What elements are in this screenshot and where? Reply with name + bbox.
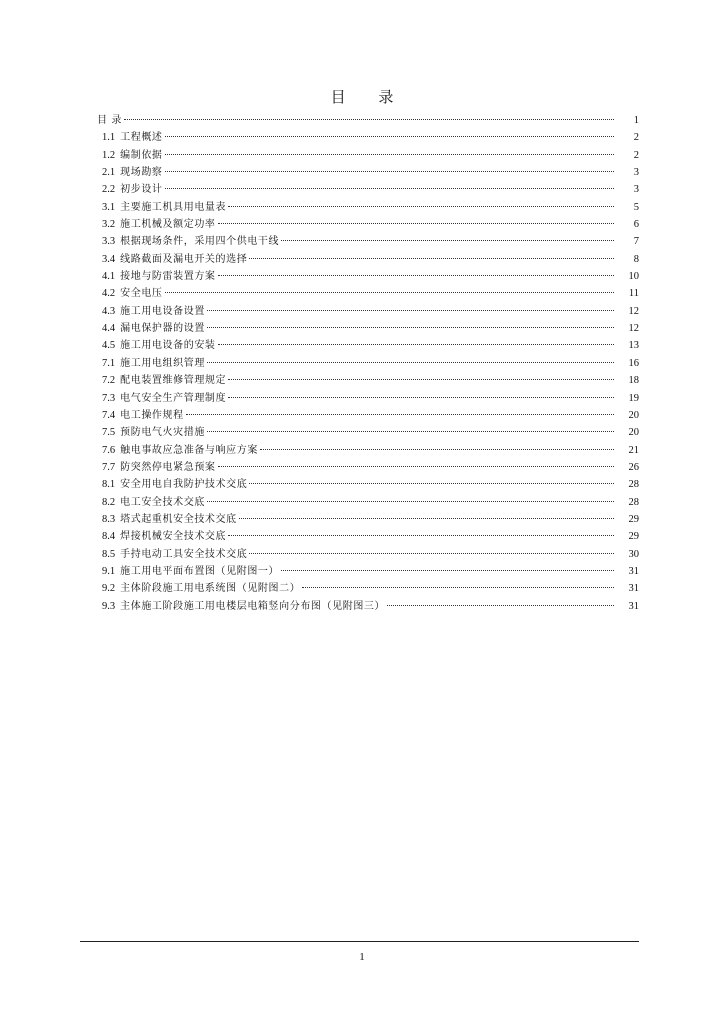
- toc-entry-page: 2: [633, 132, 639, 144]
- toc-entry[interactable]: [97, 528, 639, 545]
- toc-dot-leader: [249, 483, 614, 484]
- toc-entry[interactable]: [97, 355, 639, 372]
- toc-entry-page: 28: [628, 496, 639, 508]
- toc-dot-leader: [218, 466, 614, 467]
- toc-entry[interactable]: [97, 546, 639, 563]
- toc-entry-number: 4.5: [102, 340, 116, 352]
- toc-entry-title: 施工用电平面布置图（见附图一）: [120, 565, 280, 577]
- toc-entry-number: 3.3: [102, 236, 116, 248]
- toc-entry[interactable]: [97, 147, 639, 164]
- toc-entry-number: 3.1: [102, 201, 116, 213]
- toc-entry-number: 4.3: [102, 305, 116, 317]
- toc-entry-title: 编制依据: [120, 149, 163, 161]
- toc-entry-number: 4.1: [102, 271, 116, 283]
- toc-entry-page: 18: [628, 375, 639, 387]
- toc-entry-title: 电气安全生产管理制度: [120, 392, 227, 404]
- toc-entry-title: 线路截面及漏电开关的选择: [120, 253, 248, 265]
- toc-entry-title: 根据现场条件，采用四个供电干线: [120, 236, 280, 248]
- toc-entry-page: 3: [633, 184, 639, 196]
- toc-entry-title: 主体施工阶段施工用电楼层电箱竖向分布图（见附图三）: [120, 600, 386, 612]
- toc-dot-leader: [228, 535, 614, 536]
- toc-dot-leader: [207, 501, 614, 502]
- toc-dot-leader: [218, 275, 614, 276]
- toc-dot-leader: [207, 310, 614, 311]
- toc-entry-number: 4.2: [102, 288, 116, 300]
- toc-entry-title: 初步设计: [120, 184, 163, 196]
- toc-entry-number: 8.2: [102, 496, 116, 508]
- toc-entry-page: 30: [628, 548, 639, 560]
- toc-entry-title: 施工用电组织管理: [120, 357, 205, 369]
- toc-entry-number: 7.1: [102, 357, 116, 369]
- toc-entry-title: 防突然停电紧急预案: [120, 461, 216, 473]
- toc-entry-page: 11: [628, 288, 639, 300]
- toc-entry[interactable]: [97, 112, 639, 129]
- toc-dot-leader: [207, 327, 614, 328]
- toc-entry-number: 2.1: [102, 167, 116, 179]
- toc-entry-number: 9.3: [102, 600, 116, 612]
- toc-entry-number: 7.6: [102, 444, 116, 456]
- toc-entry[interactable]: [97, 129, 639, 146]
- toc-entry-page: 16: [628, 357, 639, 369]
- toc-entry-title: 电工操作规程: [120, 409, 184, 421]
- toc-entry[interactable]: [97, 372, 639, 389]
- toc-dot-leader: [249, 553, 614, 554]
- toc-dot-leader: [186, 414, 614, 415]
- toc-entry-title: 施工机械及额定功率: [120, 219, 216, 231]
- toc-entry-title: 手持电动工具安全技术交底: [120, 548, 248, 560]
- toc-entry-number: 1.1: [102, 132, 116, 144]
- toc-entry-page: 21: [628, 444, 639, 456]
- toc-entry-number: 8.3: [102, 513, 116, 525]
- toc-entry[interactable]: [97, 303, 639, 320]
- toc-entry[interactable]: [97, 337, 639, 354]
- toc-entry[interactable]: [97, 164, 639, 181]
- toc-entry-number: 8.4: [102, 531, 116, 543]
- toc-entry-page: 10: [628, 271, 639, 283]
- toc-entry-page: 31: [628, 583, 639, 595]
- toc-entry[interactable]: [97, 390, 639, 407]
- toc-entry[interactable]: [97, 476, 639, 493]
- toc-entry[interactable]: [97, 233, 639, 250]
- toc-entry-page: 28: [628, 479, 639, 491]
- toc-entry[interactable]: [97, 442, 639, 459]
- toc-entry-number: 3.4: [102, 253, 116, 265]
- toc-dot-leader: [165, 154, 614, 155]
- toc-dot-leader: [218, 344, 614, 345]
- toc-entry[interactable]: [97, 459, 639, 476]
- toc-entry[interactable]: [97, 320, 639, 337]
- toc-entry-title: 配电装置维修管理规定: [120, 375, 227, 387]
- toc-entry-page: 7: [633, 236, 639, 248]
- toc-entry[interactable]: [97, 563, 639, 580]
- toc-entry-page: 1: [633, 115, 639, 126]
- toc-entry-title: 施工用电设备设置: [120, 305, 205, 317]
- toc-entry-title: 接地与防雷装置方案: [120, 271, 216, 283]
- toc-entry-number: 7.5: [102, 427, 116, 439]
- toc-entry[interactable]: [97, 511, 639, 528]
- toc-entry-number: 9.1: [102, 565, 116, 577]
- toc-dot-leader: [281, 240, 614, 241]
- toc-entry-number: 8.5: [102, 548, 116, 560]
- toc-entry[interactable]: [97, 424, 639, 441]
- footer-page-number: 1: [359, 951, 365, 963]
- toc-dot-leader: [207, 431, 614, 432]
- toc-dot-leader: [165, 171, 614, 172]
- toc-entry-title: 现场勘察: [120, 167, 163, 179]
- toc-entry-page: 31: [628, 565, 639, 577]
- toc-entry-title: 主要施工机具用电量表: [120, 201, 227, 213]
- toc-entry-title: 焊接机械安全技术交底: [120, 531, 227, 543]
- toc-dot-leader: [165, 292, 614, 293]
- toc-dot-leader: [281, 570, 614, 571]
- toc-entry-title: 电工安全技术交底: [120, 496, 205, 508]
- toc-entry-title: 工程概述: [120, 132, 163, 144]
- toc-dot-leader: [249, 258, 614, 259]
- toc-entry-number: 7.2: [102, 375, 116, 387]
- toc-entry-page: 8: [633, 253, 639, 265]
- toc-entry-number: 3.2: [102, 219, 116, 231]
- toc-entry-number: 9.2: [102, 583, 116, 595]
- toc-entry[interactable]: [97, 598, 639, 615]
- toc-dot-leader: [302, 587, 614, 588]
- table-of-contents: [97, 112, 639, 615]
- toc-entry-title: 漏电保护器的设置: [120, 323, 205, 335]
- toc-entry-page: 5: [633, 201, 639, 213]
- toc-dot-leader: [165, 136, 614, 137]
- toc-entry-page: 13: [628, 340, 639, 352]
- toc-dot-leader: [387, 605, 614, 606]
- toc-entry[interactable]: [97, 181, 639, 198]
- toc-entry-page: 20: [628, 409, 639, 421]
- toc-entry-number: 7.4: [102, 409, 116, 421]
- toc-entry-number: 4.4: [102, 323, 116, 335]
- toc-entry-number: 1.2: [102, 149, 116, 161]
- toc-dot-leader: [218, 223, 614, 224]
- toc-entry-page: 29: [628, 513, 639, 525]
- toc-dot-leader: [228, 379, 614, 380]
- toc-entry-page: 19: [628, 392, 639, 404]
- toc-entry-number: 7.3: [102, 392, 116, 404]
- toc-entry[interactable]: [97, 216, 639, 233]
- toc-dot-leader: [260, 449, 614, 450]
- toc-dot-leader: [239, 518, 614, 519]
- toc-entry-title: 安全电压: [120, 288, 163, 300]
- toc-entry-title: 塔式起重机安全技术交底: [120, 513, 237, 525]
- toc-entry-page: 3: [633, 167, 639, 179]
- toc-entry[interactable]: [97, 199, 639, 216]
- footer-divider: [80, 941, 639, 942]
- toc-entry[interactable]: [97, 268, 639, 285]
- toc-entry[interactable]: [97, 251, 639, 268]
- toc-dot-leader: [165, 188, 614, 189]
- toc-entry-page: 31: [628, 600, 639, 612]
- toc-entry[interactable]: [97, 580, 639, 597]
- toc-entry-page: 6: [633, 219, 639, 231]
- toc-entry-number: 7.7: [102, 461, 116, 473]
- toc-entry-page: 2: [633, 149, 639, 161]
- toc-entry[interactable]: [97, 407, 639, 424]
- page-title: 目 录: [330, 88, 408, 106]
- toc-entry-title: 预防电气火灾措施: [120, 427, 205, 439]
- toc-entry-page: 26: [628, 461, 639, 473]
- toc-entry-title: 安全用电自我防护技术交底: [120, 479, 248, 491]
- toc-entry[interactable]: [97, 494, 639, 511]
- toc-entry-title: 触电事故应急准备与响应方案: [120, 444, 258, 456]
- toc-entry-title: 目 录: [97, 115, 122, 126]
- toc-dot-leader: [228, 397, 614, 398]
- toc-entry-title: 主体阶段施工用电系统图（见附图二）: [120, 583, 301, 595]
- toc-entry-number: 2.2: [102, 184, 116, 196]
- toc-entry-page: 12: [628, 305, 639, 317]
- toc-entry[interactable]: [97, 285, 639, 302]
- toc-entry-page: 12: [628, 323, 639, 335]
- toc-entry-page: 20: [628, 427, 639, 439]
- toc-dot-leader: [228, 206, 614, 207]
- toc-entry-number: 8.1: [102, 479, 116, 491]
- toc-dot-leader: [207, 362, 614, 363]
- toc-entry-title: 施工用电设备的安装: [120, 340, 216, 352]
- toc-dot-leader: [124, 119, 614, 120]
- toc-entry-page: 29: [628, 531, 639, 543]
